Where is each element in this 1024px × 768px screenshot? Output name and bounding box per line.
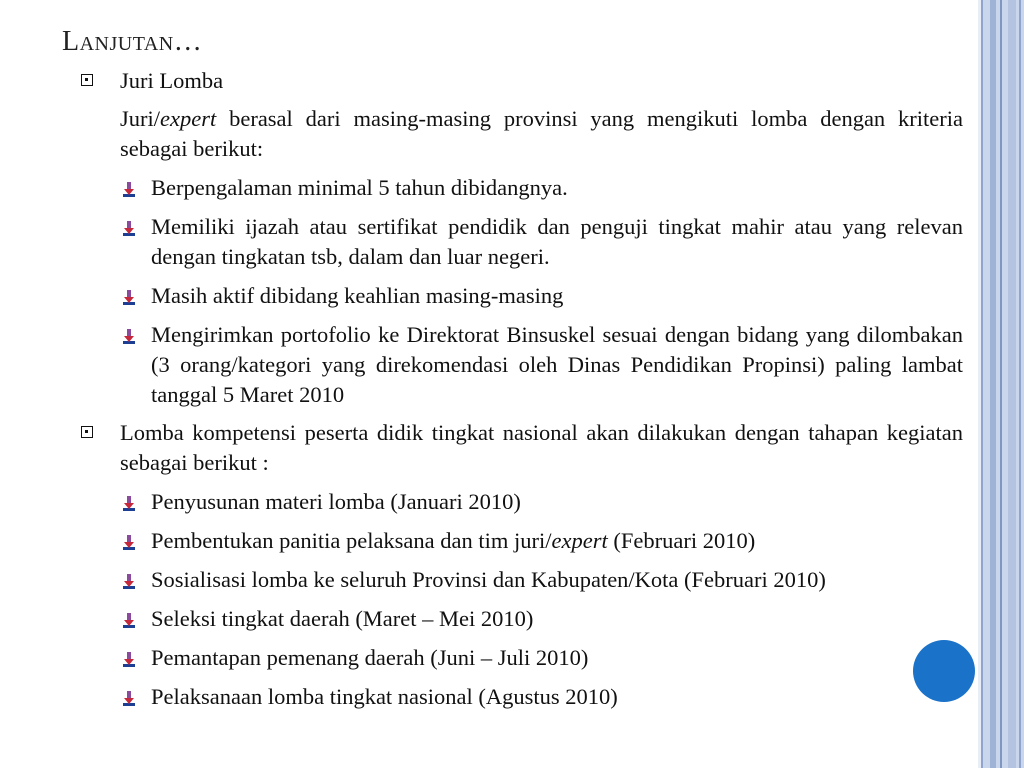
list-item: Pembentukan panitia pelaksana dan tim juri/expert (Februari 2010) xyxy=(78,526,963,556)
list-item: Masih aktif dibidang keahlian masing-masing xyxy=(78,281,963,311)
arrow-down-bullet-icon xyxy=(121,329,137,345)
list-item: Sosialisasi lomba ke seluruh Provinsi dan Kabupaten/Kota (Februari 2010) xyxy=(78,565,963,595)
section-heading: Juri Lomba xyxy=(120,68,224,93)
section-tahapan-lomba xyxy=(78,418,963,478)
arrow-down-bullet-icon xyxy=(121,290,137,306)
arrow-down-bullet-icon xyxy=(121,574,137,590)
list-item: Berpengalaman minimal 5 tahun dibidangnya. xyxy=(78,173,963,203)
section-juri-lomba xyxy=(78,66,963,96)
arrow-down-bullet-icon xyxy=(121,652,137,668)
section-heading: Lomba kompetensi peserta didik tingkat nasional akan dilakukan dengan tahapan kegiatan sebagai berikut : xyxy=(120,420,963,475)
list-item: Memiliki ijazah atau sertifikat pendidik dan penguji tingkat mahir atau yang relevan dengan tingkatan tsb, dalam dan luar negeri. xyxy=(78,212,963,272)
square-bullet-icon xyxy=(81,426,93,438)
list-item: Mengirimkan portofolio ke Direktorat Binsuskel sesuai dengan bidang yang dilombakan (3 orang/kategori yang direkomendasi oleh Dinas Pendidikan Propinsi) paling lambat tanggal 5 Maret 2010 xyxy=(78,320,963,410)
arrow-down-bullet-icon xyxy=(121,496,137,512)
slide-content xyxy=(78,66,963,712)
arrow-down-bullet-icon xyxy=(121,182,137,198)
arrow-down-bullet-icon xyxy=(121,691,137,707)
section-intro: Juri/expert berasal dari masing-masing provinsi yang mengikuti lomba dengan kriteria sebagai berikut: xyxy=(120,106,963,161)
arrow-down-bullet-icon xyxy=(121,535,137,551)
list-item: Pemantapan pemenang daerah (Juni – Juli 2010) xyxy=(78,643,963,673)
square-bullet-icon xyxy=(81,74,93,86)
arrow-down-bullet-icon xyxy=(121,221,137,237)
slide-title: Lanjutan… xyxy=(62,26,203,57)
list-item: Seleksi tingkat daerah (Maret – Mei 2010) xyxy=(78,604,963,634)
arrow-down-bullet-icon xyxy=(121,613,137,629)
list-item: Penyusunan materi lomba (Januari 2010) xyxy=(78,487,963,517)
decorative-right-frame xyxy=(978,0,1024,768)
list-item: Pelaksanaan lomba tingkat nasional (Agustus 2010) xyxy=(78,682,963,712)
